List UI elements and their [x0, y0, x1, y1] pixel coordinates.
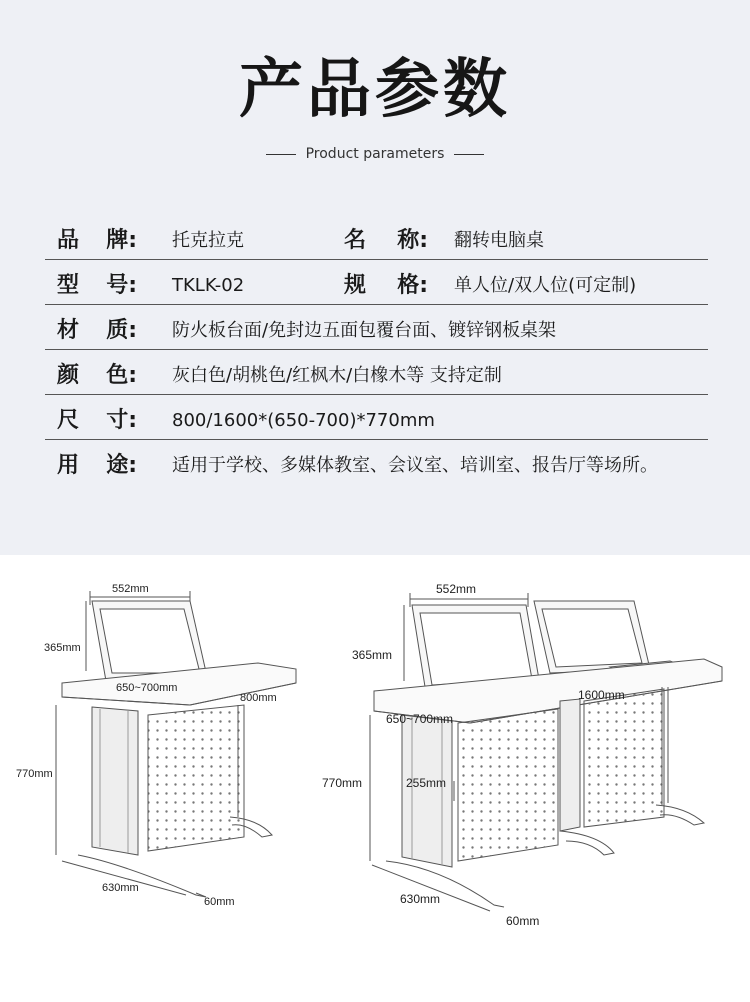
param-value: 适用于学校、多媒体教室、会议室、培训室、报告厅等场所。 — [172, 455, 658, 476]
param-row-usage: 用 途: 适用于学校、多媒体教室、会议室、培训室、报告厅等场所。 — [57, 453, 658, 478]
double-length-label: 1600mm — [578, 688, 625, 702]
param-value: 防火板台面/免封边五面包覆台面、镀锌钢板桌架 — [172, 320, 557, 341]
param-value: 单人位/双人位(可定制) — [454, 275, 637, 296]
double-total-height-label: 770mm — [322, 776, 363, 790]
subtitle-text: Product parameters — [305, 146, 445, 162]
double-desk-drawing — [370, 593, 722, 911]
single-desk-drawing — [56, 591, 296, 897]
double-base-label: 630mm — [400, 892, 441, 906]
single-leg-label: 60mm — [204, 896, 235, 908]
page-title: 产品参数 — [239, 53, 511, 127]
single-depth-label: 650~700mm — [116, 682, 178, 694]
param-value: 托克拉克 — [172, 230, 244, 251]
page-subtitle — [0, 144, 750, 164]
double-screen-height-label: 365mm — [352, 648, 393, 662]
double-depth-label: 650~700mm — [386, 712, 454, 726]
double-leg-label: 60mm — [506, 914, 540, 928]
param-row-size: 尺 寸: 800/1600*(650-700)*770mm — [0, 395, 750, 440]
param-value: 灰白色/胡桃色/红枫木/白橡木等 支持定制 — [172, 365, 502, 386]
param-value: TKLK-02 — [172, 275, 245, 296]
single-width-label: 552mm — [112, 583, 149, 595]
desk-dimension-diagram — [0, 555, 750, 1002]
subtitle-left-rule — [266, 154, 296, 155]
param-row-model: 型 号: TKLK-02 规 格: 单人位/双人位(可定制) — [0, 260, 750, 305]
single-length-label: 800mm — [240, 692, 277, 704]
single-base-label: 630mm — [102, 882, 139, 894]
param-value: 翻转电脑桌 — [454, 230, 544, 251]
param-row-color: 颜 色: 灰白色/胡桃色/红枫木/白橡木等 支持定制 — [0, 350, 750, 395]
param-value: 800/1600*(650-700)*770mm — [172, 410, 435, 431]
single-screen-height-label: 365mm — [44, 642, 81, 654]
subtitle-right-rule — [454, 154, 484, 155]
param-row-brand: 品 牌: 托克拉克 名 称: 翻转电脑桌 — [0, 215, 750, 260]
double-panel-label: 255mm — [406, 776, 447, 790]
single-total-height-label: 770mm — [16, 768, 53, 780]
double-width-label: 552mm — [436, 582, 477, 596]
param-row-material: 材 质: 防火板台面/免封边五面包覆台面、镀锌钢板桌架 — [0, 305, 750, 350]
